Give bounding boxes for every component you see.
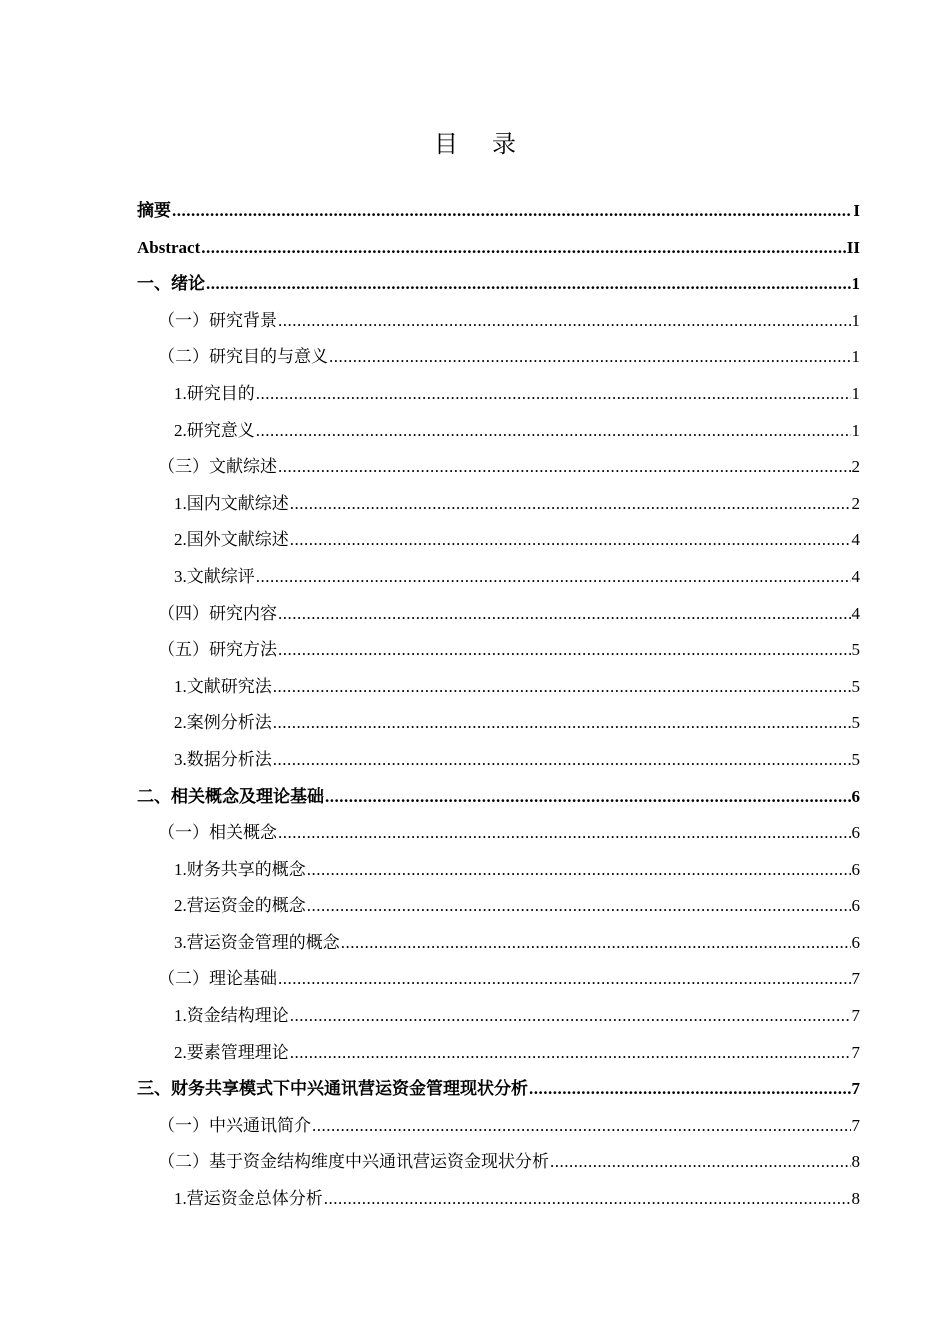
dot-leader <box>278 967 851 991</box>
dot-leader <box>307 894 851 918</box>
toc-entry[interactable] <box>137 236 860 273</box>
toc-entry-title: 摘要 <box>137 201 171 220</box>
toc-entry[interactable] <box>137 638 860 675</box>
toc-entry-title: 2.案例分析法 <box>174 713 272 733</box>
toc-entry-page: 4 <box>851 530 860 550</box>
toc-entry-title: （一）研究背景 <box>158 310 277 330</box>
dot-leader <box>307 858 851 882</box>
dot-leader <box>341 931 851 955</box>
toc-entry[interactable] <box>137 894 860 931</box>
dot-leader <box>278 821 851 845</box>
toc-entry-page: 5 <box>851 713 860 733</box>
toc-entry-title: 3.文献综评 <box>174 566 255 586</box>
dot-leader <box>312 1114 851 1138</box>
page-title: 目 录 <box>434 132 530 158</box>
toc-entry-title: 1.国内文献综述 <box>174 493 289 513</box>
toc-entry[interactable] <box>137 455 860 492</box>
toc-entry-page: 2 <box>851 457 860 477</box>
toc-entry-page: 8 <box>851 1152 860 1172</box>
dot-leader <box>290 528 851 552</box>
toc-entry[interactable] <box>137 382 860 419</box>
dot-leader <box>325 785 851 809</box>
dot-leader <box>290 492 851 516</box>
toc-entry[interactable] <box>137 1150 860 1187</box>
toc-entry-title: 1.文献研究法 <box>174 676 272 696</box>
dot-leader <box>278 638 851 662</box>
toc-entry[interactable] <box>137 821 860 858</box>
toc-entry-page: 7 <box>851 1042 860 1062</box>
toc-entry-title: 2.国外文献综述 <box>174 530 289 550</box>
toc-entry[interactable] <box>137 492 860 529</box>
toc-entry-title: （二）理论基础 <box>158 969 277 989</box>
toc-entry-page: 8 <box>851 1189 860 1209</box>
toc-entry[interactable] <box>137 345 860 382</box>
toc-entry-page: 2 <box>851 493 860 513</box>
toc-entry[interactable] <box>137 748 860 785</box>
toc-entry-title: 1.资金结构理论 <box>174 1006 289 1026</box>
toc-entry[interactable] <box>137 858 860 895</box>
toc-entry-page: 7 <box>851 1115 860 1135</box>
dot-leader <box>529 1077 851 1101</box>
dot-leader <box>256 419 851 443</box>
toc-entry[interactable] <box>137 272 860 309</box>
dot-leader <box>324 1187 851 1211</box>
dot-leader <box>329 345 851 369</box>
toc-entry-title: （一）相关概念 <box>158 823 277 843</box>
dot-leader <box>290 1004 851 1028</box>
dot-leader <box>206 272 851 296</box>
dot-leader <box>273 748 851 772</box>
toc-entry-page: 7 <box>851 1006 860 1026</box>
dot-leader <box>172 199 852 223</box>
dot-leader <box>278 455 851 479</box>
toc-entry-title: 一、绪论 <box>137 274 205 294</box>
toc-entry[interactable] <box>137 675 860 712</box>
dot-leader <box>273 675 851 699</box>
toc-entry[interactable] <box>137 309 860 346</box>
toc-entry-page: 1 <box>851 310 860 330</box>
toc-entry-page: 7 <box>851 1079 860 1099</box>
toc-entry[interactable] <box>137 419 860 456</box>
dot-leader <box>278 602 851 626</box>
dot-leader <box>256 382 851 406</box>
toc-entry-title: （三）文献综述 <box>158 457 277 477</box>
toc-entry-page: 4 <box>851 566 860 586</box>
toc-entry-page: 1 <box>851 383 860 403</box>
dot-leader <box>201 236 846 260</box>
toc-entry-page: 5 <box>851 749 860 769</box>
toc-entry-title: （一）中兴通讯简介 <box>158 1115 311 1135</box>
toc-entry-page: 5 <box>851 676 860 696</box>
toc-entry[interactable] <box>137 1004 860 1041</box>
toc-entry-page: 6 <box>851 823 860 843</box>
toc-entry[interactable] <box>137 931 860 968</box>
dot-leader <box>256 565 851 589</box>
toc-entry-title: （四）研究内容 <box>158 603 277 623</box>
toc-entry-title: 2.要素管理理论 <box>174 1042 289 1062</box>
toc-entry-title: 3.营运资金管理的概念 <box>174 932 340 952</box>
toc-entry-page: 1 <box>851 347 860 367</box>
toc-entry[interactable] <box>137 711 860 748</box>
toc-entry-page: 5 <box>851 640 860 660</box>
toc-entry[interactable] <box>137 565 860 602</box>
toc-entry-page: 4 <box>851 603 860 623</box>
toc-entry[interactable] <box>137 199 860 236</box>
toc-entry-title: （二）基于资金结构维度中兴通讯营运资金现状分析 <box>158 1152 549 1172</box>
toc-entry-title: Abstract <box>137 237 201 257</box>
toc-entry-title: 三、财务共享模式下中兴通讯营运资金管理现状分析 <box>137 1079 528 1099</box>
dot-leader <box>550 1150 851 1174</box>
toc-entry-page: II <box>846 237 860 257</box>
toc-entry-page: 7 <box>851 969 860 989</box>
toc-entry[interactable] <box>137 967 860 1004</box>
toc-entry-page: 1 <box>851 420 860 440</box>
toc-entry[interactable] <box>137 528 860 565</box>
toc-entry[interactable] <box>137 602 860 639</box>
toc-entry-title: 1.研究目的 <box>174 383 255 403</box>
toc-entry-title: 1.营运资金总体分析 <box>174 1189 323 1209</box>
toc-entry-page: I <box>853 201 860 220</box>
toc-entry-page: 6 <box>851 932 860 952</box>
toc-entry-page: 6 <box>851 896 860 916</box>
toc-entry-title: 二、相关概念及理论基础 <box>137 786 324 806</box>
toc-entry[interactable] <box>137 1114 860 1151</box>
toc-entry[interactable] <box>137 1077 860 1114</box>
toc-entry[interactable] <box>137 785 860 822</box>
toc-entry[interactable] <box>137 1041 860 1078</box>
toc-entry[interactable] <box>137 1187 860 1224</box>
toc-entry-title: 3.数据分析法 <box>174 749 272 769</box>
toc-entry-page: 6 <box>851 786 860 806</box>
dot-leader <box>278 309 851 333</box>
toc-entry-title: 2.营运资金的概念 <box>174 896 306 916</box>
toc-entry-page: 6 <box>851 859 860 879</box>
dot-leader <box>273 711 851 735</box>
toc-entry-title: （二）研究目的与意义 <box>158 347 328 367</box>
toc-entry-title: 2.研究意义 <box>174 420 255 440</box>
table-of-contents <box>137 199 860 1224</box>
dot-leader <box>290 1041 851 1065</box>
toc-entry-title: （五）研究方法 <box>158 640 277 660</box>
toc-entry-page: 1 <box>851 274 860 294</box>
toc-entry-title: 1.财务共享的概念 <box>174 859 306 879</box>
